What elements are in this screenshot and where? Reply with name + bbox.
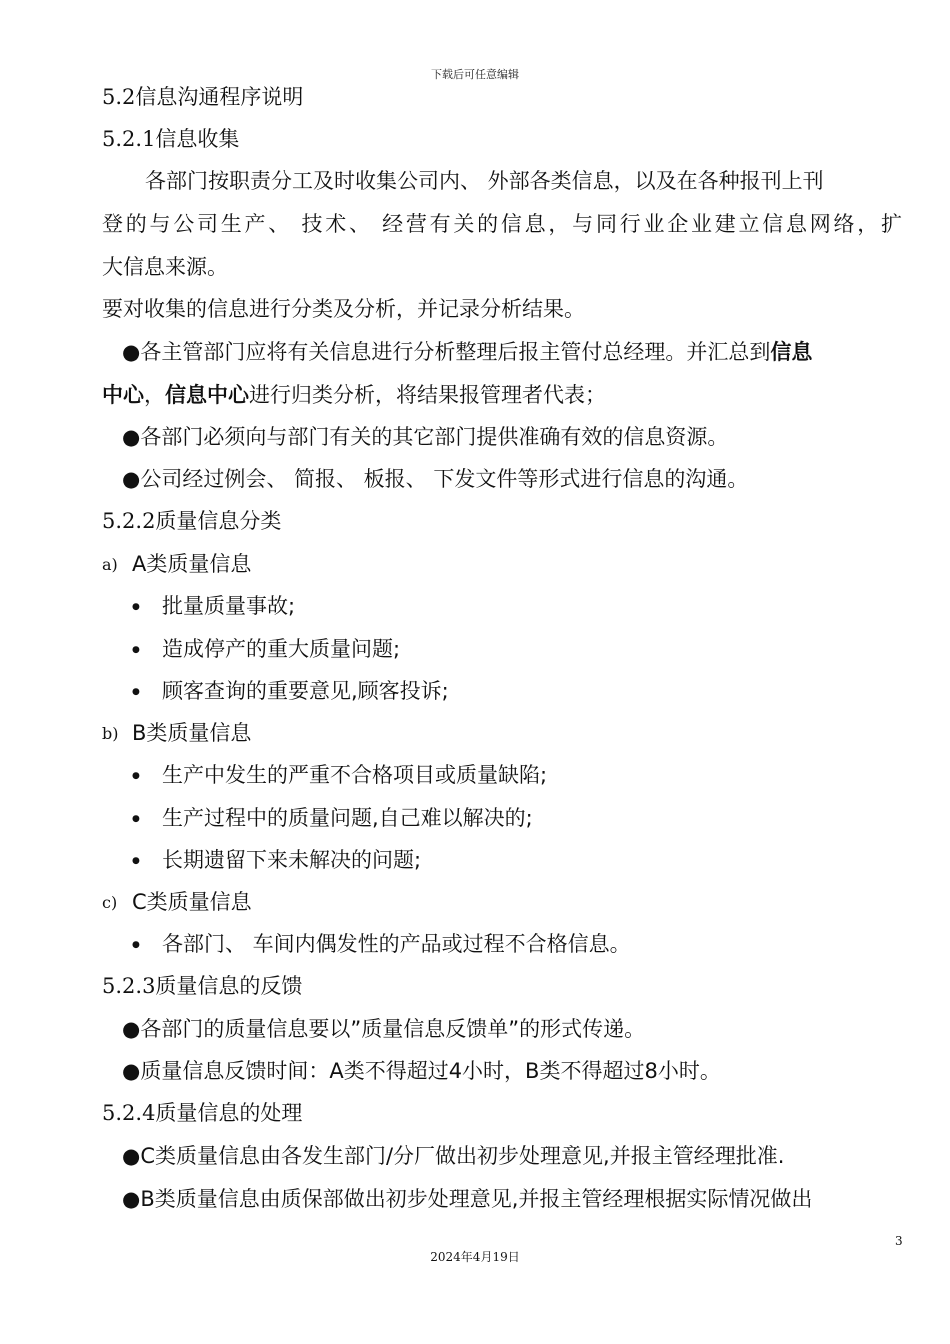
bullet-paragraph xyxy=(122,339,812,365)
list-marker: a) xyxy=(102,555,118,574)
bullet-dot xyxy=(132,636,140,667)
bullet-paragraph: ●质量信息反馈时间：A类不得超过4小时，B类不得超过8小时。 xyxy=(122,1059,721,1083)
page-number: 3 xyxy=(895,1234,903,1248)
list-item: 生产过程中的质量问题,自己难以解决的; xyxy=(162,806,533,830)
bold-term: 信息 xyxy=(770,340,813,364)
section-heading-5-2-1: 5.2.1信息收集 xyxy=(102,127,240,151)
category-title: B类质量信息 xyxy=(132,721,252,745)
list-item: 各部门、 车间内偶发性的产品或过程不合格信息。 xyxy=(162,932,631,956)
paragraph-line: 各部门按职责分工及时收集公司内、 外部各类信息，以及在各种报刊上刊 xyxy=(145,169,824,193)
list-item: 生产中发生的严重不合格项目或质量缺陷; xyxy=(162,763,548,787)
bullet-dot xyxy=(132,762,140,793)
page-header: 下载后可任意编辑 xyxy=(431,68,519,81)
footer-date: 2024年4月19日 xyxy=(430,1250,520,1264)
section-heading-5-2-3: 5.2.3质量信息的反馈 xyxy=(102,974,303,998)
bullet-paragraph: ●C类质量信息由各发生部门/分厂做出初步处理意见,并报主管经理批准. xyxy=(122,1144,785,1168)
list-item: 长期遗留下来未解决的问题; xyxy=(162,848,422,872)
list-item: 顾客查询的重要意见,顾客投诉; xyxy=(162,679,449,703)
bullet-paragraph: ●B类质量信息由质保部做出初步处理意见,并报主管经理根据实际情况做出 xyxy=(122,1187,813,1211)
list-marker: b) xyxy=(102,724,119,743)
bold-term: 中心 xyxy=(102,383,144,407)
list-marker: c) xyxy=(102,893,118,912)
bold-term: 信息中心 xyxy=(165,383,249,407)
bullet-dot xyxy=(132,805,140,836)
paragraph-line: 大信息来源。 xyxy=(102,255,228,279)
bullet-paragraph-continued xyxy=(102,382,606,408)
bullet-text: ， xyxy=(144,383,165,407)
bullet-dot xyxy=(132,847,140,878)
bullet-text: 进行归类分析，将结果报管理者代表； xyxy=(249,383,606,407)
list-item: 批量质量事故; xyxy=(162,594,296,618)
paragraph-line: 登的与公司生产、 技术、 经营有关的信息，与同行业企业建立信息网络，扩 xyxy=(102,212,902,236)
bullet-dot xyxy=(132,678,140,709)
bullet-paragraph: ●各部门必须向与部门有关的其它部门提供准确有效的信息资源。 xyxy=(122,425,729,449)
list-item: 造成停产的重大质量问题; xyxy=(162,637,401,661)
paragraph-line: 要对收集的信息进行分类及分析，并记录分析结果。 xyxy=(102,297,585,321)
bullet-paragraph: ●各部门的质量信息要以”质量信息反馈单”的形式传递。 xyxy=(122,1017,646,1041)
bullet-paragraph: ●公司经过例会、 简报、 板报、 下发文件等形式进行信息的沟通。 xyxy=(122,467,749,491)
bullet-text: ●各主管部门应将有关信息进行分析整理后报主管付总经理。并汇总到 xyxy=(122,340,771,364)
section-heading-5-2: 5.2信息沟通程序说明 xyxy=(102,85,304,109)
bullet-dot xyxy=(132,931,140,962)
category-title: A类质量信息 xyxy=(132,552,252,576)
section-heading-5-2-2: 5.2.2质量信息分类 xyxy=(102,509,282,533)
section-heading-5-2-4: 5.2.4质量信息的处理 xyxy=(102,1101,303,1125)
category-title: C类质量信息 xyxy=(132,890,252,914)
bullet-dot xyxy=(132,593,140,624)
